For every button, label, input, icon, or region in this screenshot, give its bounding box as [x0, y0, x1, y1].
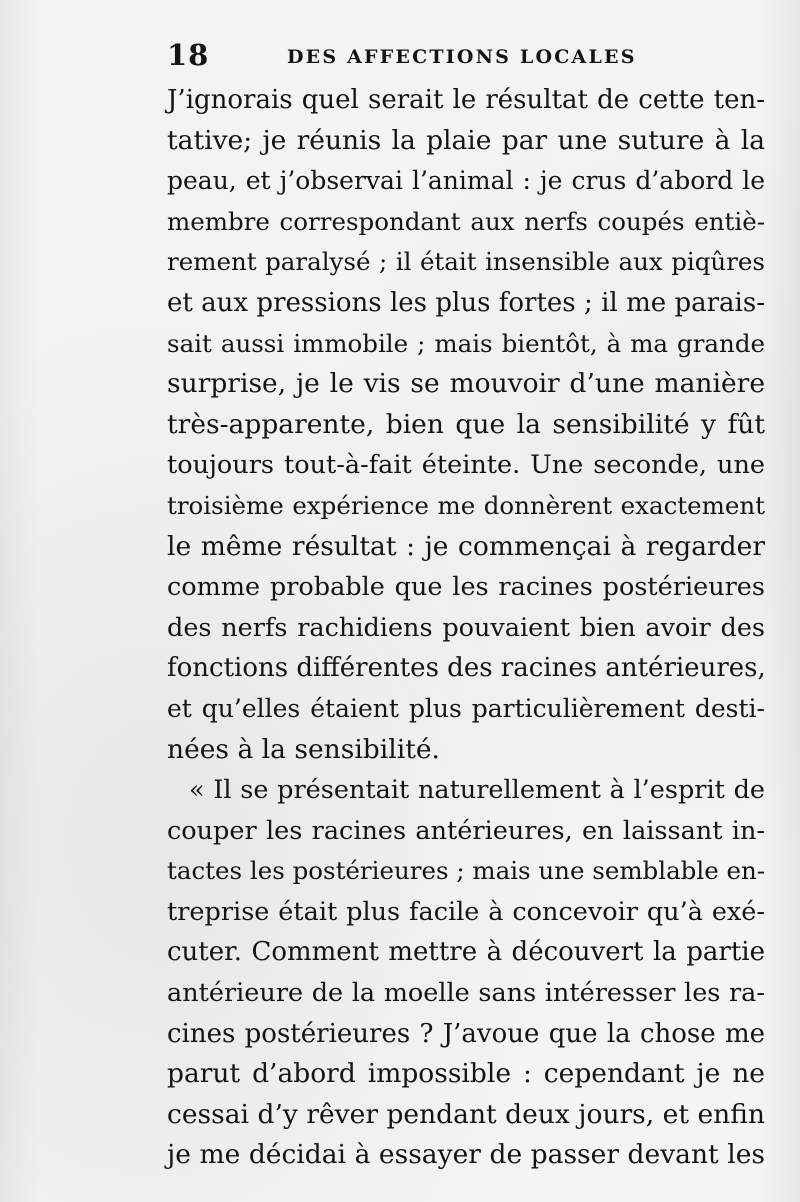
paragraph-end-line: nées à la sensibilité. [167, 733, 440, 765]
text-line: des nerfs rachidiens pouvaient bien avoir des [167, 612, 765, 643]
text-line: toujours tout-à-fait éteinte. Une seconde, une [167, 450, 765, 481]
text-line: cessai d’y rêver pendant deux jours, et enfin [167, 1098, 765, 1130]
text-line: surprise, je le vis se mouvoir d’une manière [167, 368, 765, 400]
text-line: cuter. Comment mettre à découvert la partie [167, 937, 765, 968]
text-line: antérieure de la moelle sans intéresser les ra- [167, 978, 765, 1009]
body-text [167, 80, 765, 1176]
text-line: sait aussi immobile ; mais bientôt, à ma grande [167, 328, 765, 358]
text-line: peau, et j’observai l’animal : je crus d’abord le [167, 166, 765, 196]
text-line: le même résultat : je commençai à regarder [167, 530, 765, 562]
text-line: troisième expérience me donnèrent exactement [167, 490, 765, 520]
text-line: comme probable que les racines postérieures [167, 572, 765, 603]
text-line: rement paralysé ; il était insensible aux piqûres [167, 247, 765, 277]
text-line: parut d’abord impossible : cependant je ne [167, 1058, 765, 1090]
text-line: je me décidai à essayer de passer devant les [167, 1139, 765, 1171]
text-line: tactes les postérieures ; mais une semblable en- [167, 856, 766, 886]
text-line: J’ignorais quel serait le résultat de cette ten- [167, 85, 765, 115]
text-line: treprise était plus facile à concevoir qu’à exé- [167, 896, 765, 927]
text-line: cines postérieures ? J’avoue que la chose me [167, 1018, 765, 1049]
running-head: DES AFFECTIONS LOCALES [287, 46, 637, 68]
text-line: tative; je réunis la plaie par une suture à la [167, 124, 765, 156]
paragraph-start-line: « Il se présentait naturellement à l’esprit de [189, 775, 765, 806]
text-line: membre correspondant aux nerfs coupés entiè- [167, 206, 765, 236]
text-line: très-apparente, bien que la sensibilité y fût [167, 408, 765, 440]
page-number: 18 [167, 38, 210, 72]
page-header [167, 38, 767, 78]
text-line: et qu’elles étaient plus particulièrement desti- [167, 693, 765, 723]
text-line: couper les racines antérieures, en laissant in- [167, 815, 765, 846]
text-line: et aux pressions les plus fortes ; il me parais- [167, 287, 765, 318]
text-line: fonctions différentes des racines antérieures, [167, 653, 766, 684]
